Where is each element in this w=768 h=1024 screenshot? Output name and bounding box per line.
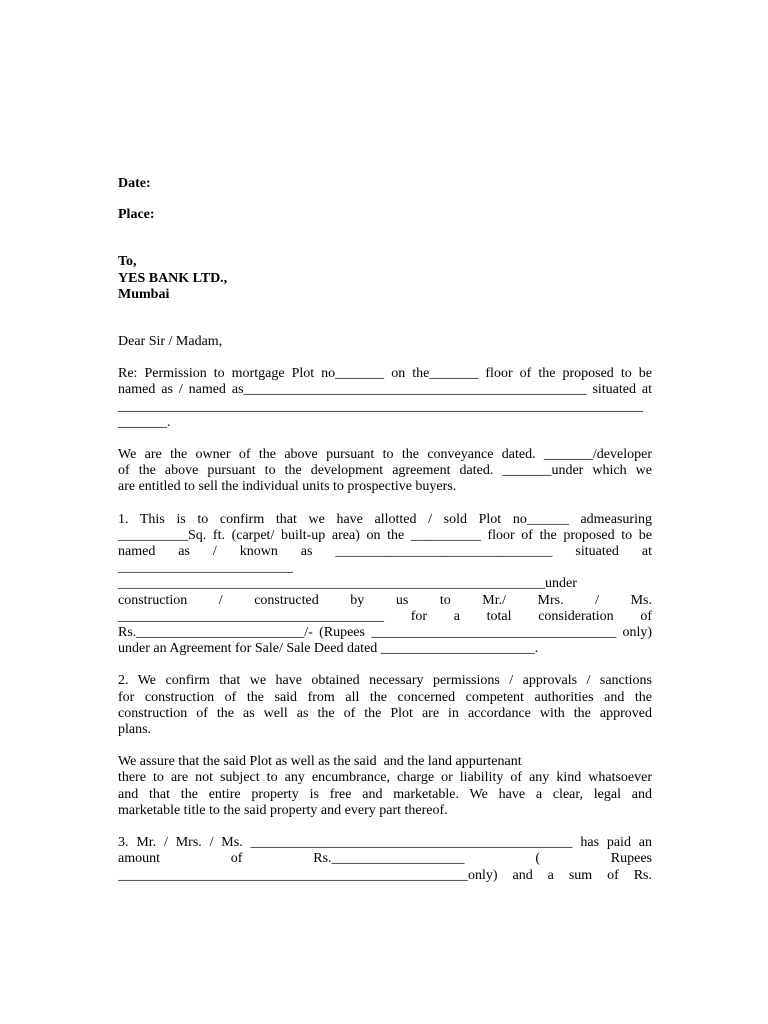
date-label: Date: — [118, 176, 151, 191]
clause-1-line-3: named as / known as _______________________________ situated at — [118, 544, 652, 560]
clause-3-line-2: amount of Rs.___________________ ( Rupees — [118, 851, 652, 867]
subject-paragraph — [118, 366, 652, 431]
subject-line-1: Re: Permission to mortgage Plot no_______ on the_______ floor of the proposed to be — [118, 366, 652, 382]
clause-1-line-2: __________Sq. ft. (carpet/ built-up area) on the __________ floor of the proposed to be — [118, 527, 652, 543]
assurance-paragraph — [118, 754, 652, 819]
addressee-bank: YES BANK LTD., — [118, 270, 228, 286]
addressee-block — [118, 254, 652, 303]
clause-1-paragraph — [118, 512, 652, 658]
assurance-line-1: We assure that the said Plot as well as the said and the land appurtenant — [118, 754, 522, 770]
salutation — [118, 334, 652, 350]
clause-1-line-5: _____________________________________________________________under — [118, 576, 577, 592]
clause-1-line-9: under an Agreement for Sale/ Sale Deed dated ______________________. — [118, 641, 539, 657]
clause-3-paragraph — [118, 835, 652, 884]
subject-line-4: _______. — [118, 414, 171, 430]
letter-page — [118, 176, 652, 884]
clause-2-paragraph — [118, 673, 652, 738]
place-line — [118, 207, 652, 223]
clause-1-line-4: _________________________ — [118, 560, 293, 576]
clause-3-line-3: __________________________________________________only) and a sum of Rs. — [118, 867, 652, 883]
intro-line-3: are entitled to sell the individual units to prospective buyers. — [118, 479, 457, 495]
clause-2-line-1: 2. We confirm that we have obtained necessary permissions / approvals / sanctions — [118, 673, 652, 689]
intro-paragraph — [118, 447, 652, 496]
clause-2-line-4: plans. — [118, 722, 152, 738]
subject-line-2: named as / named as_________________________________________________ situated at — [118, 382, 652, 398]
clause-3-line-1: 3. Mr. / Mrs. / Ms. ______________________________________________ has paid an — [118, 835, 652, 851]
clause-1-line-7: ______________________________________ for a total consideration of — [118, 608, 652, 624]
place-label: Place: — [118, 207, 155, 223]
clause-1-line-6: construction / constructed by us to Mr./ Mrs. / Ms. — [118, 592, 652, 608]
assurance-line-4: marketable title to the said property and every part thereof. — [118, 802, 448, 818]
assurance-line-3: and that the entire property is free and marketable. We have a clear, legal and — [118, 786, 652, 802]
addressee-to: To, — [118, 254, 137, 270]
clause-1-line-8: Rs.________________________/- (Rupees ___________________________________ only) — [118, 625, 652, 641]
subject-line-3: ___________________________________________________________________________ — [118, 398, 643, 414]
clause-1-line-1: 1. This is to confirm that we have allotted / sold Plot no______ admeasuring — [118, 511, 652, 527]
clause-2-line-2: for construction of the said from all the concerned competent authorities and the — [118, 689, 652, 705]
intro-line-2: of the above pursuant to the development agreement dated. _______under which we — [118, 463, 652, 479]
clause-2-line-3: construction of the as well as the of the Plot are in accordance with the approved — [118, 705, 652, 721]
addressee-city: Mumbai — [118, 286, 170, 302]
assurance-line-2: there to are not subject to any encumbrance, charge or liability of any kind whatsoever — [118, 770, 652, 786]
date-line — [118, 176, 652, 192]
intro-line-1: We are the owner of the above pursuant to the conveyance dated. _______/developer — [118, 447, 652, 463]
salutation-text: Dear Sir / Madam, — [118, 334, 223, 350]
